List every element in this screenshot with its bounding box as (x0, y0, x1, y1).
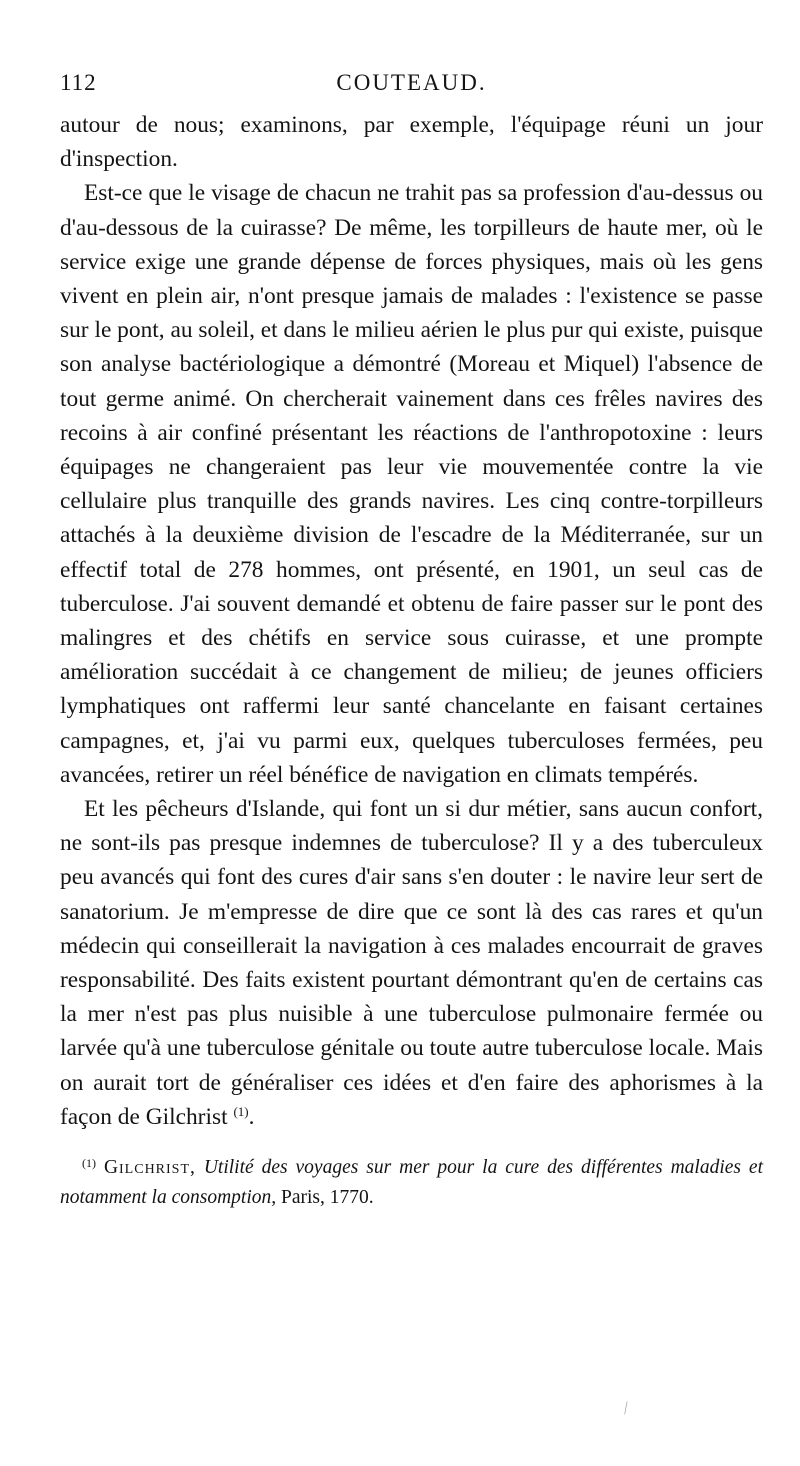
footnote-author: Gilchrist, (103, 1157, 196, 1179)
footnote-mark: (1) (82, 1156, 96, 1171)
footnote-title: Utilité des voyages sur mer pour la cure des différentes maladies et notamment la consomption, (60, 1157, 763, 1209)
running-title: COUTEAUD. (336, 70, 487, 95)
footnote-publication: Paris, 1770. (280, 1187, 374, 1209)
stray-pencil-mark: ⁄ (621, 1400, 631, 1417)
paragraph-iceland-tail: . (248, 1103, 255, 1130)
footnote (60, 1148, 763, 1213)
book-page (60, 70, 763, 1213)
paragraph-iceland-text: Et les pêcheurs d'Islande, qui font un si dur métier, sans aucun confort, ne sont-ils pas presque indemnes de tuberculose? Il y a des tuberculeux peu avancés qui font des cures d'air sans s'en douter : le navire leur sert de sanatorium. Je m'empresse de dire que ce sont là des cas rares et qu'un médecin qui conseillerait la navigation à ces malades encourrait de graves responsabilité. Des faits existent pourtant démontrant qu'en de certains cas la mer n'est pas plus nuisible à une tuberculose pulmonaire fermée ou larvée qu'à une tuberculose génitale ou toute autre tuberculose locale. Mais on aurait tort de généraliser ces idées et d'en faire des aphorismes à la façon de Gilchrist (60, 796, 763, 1130)
footnote-reference: (1) (233, 1103, 249, 1119)
body-text (60, 108, 763, 1134)
paragraph-continuation: autour de nous; examinons, par exemple, l'équipage réuni un jour d'inspection. (60, 112, 763, 173)
page-number: 112 (60, 70, 97, 95)
paragraph-iceland-fishermen (60, 792, 763, 1134)
running-head (60, 70, 763, 104)
paragraph-torpedo-boats: Est-ce que le visage de chacun ne trahit pas sa profession d'au-dessus ou d'au-dessous de la cuirasse? De même, les torpilleurs de haute mer, où le service exige une grande dépense de forces physiques, mais où les gens vivent en plein air, n'ont presque jamais de malades : l'existence se passe sur le pont, au soleil, et dans le milieu aérien le plus pur qui existe, puisque son analyse bactériologique a démontré (Moreau et Miquel) l'absence de tout germe animé. On chercherait vainement dans ces frêles navires des recoins à air confiné présentant les réactions de l'anthropotoxine : leurs équipages ne changeraient pas leur vie mouvementée contre la vie cellulaire plus tranquille des grands navires. Les cinq contre-torpilleurs attachés à la deuxième division de l'escadre de la Méditerranée, sur un effectif total de 278 hommes, ont présenté, en 1901, un seul cas de tuberculose. J'ai souvent demandé et obtenu de faire passer sur le pont des malingres et des chétifs en service sous cuirasse, et une prompte amélioration succédait à ce changement de milieu; de jeunes officiers lymphatiques ont raffermi leur santé chancelante en faisant certaines campagnes, et, j'ai vu parmi eux, quelques tuberculoses fermées, peu avancées, retirer un réel bénéfice de navigation en climats tempérés. (60, 180, 763, 788)
